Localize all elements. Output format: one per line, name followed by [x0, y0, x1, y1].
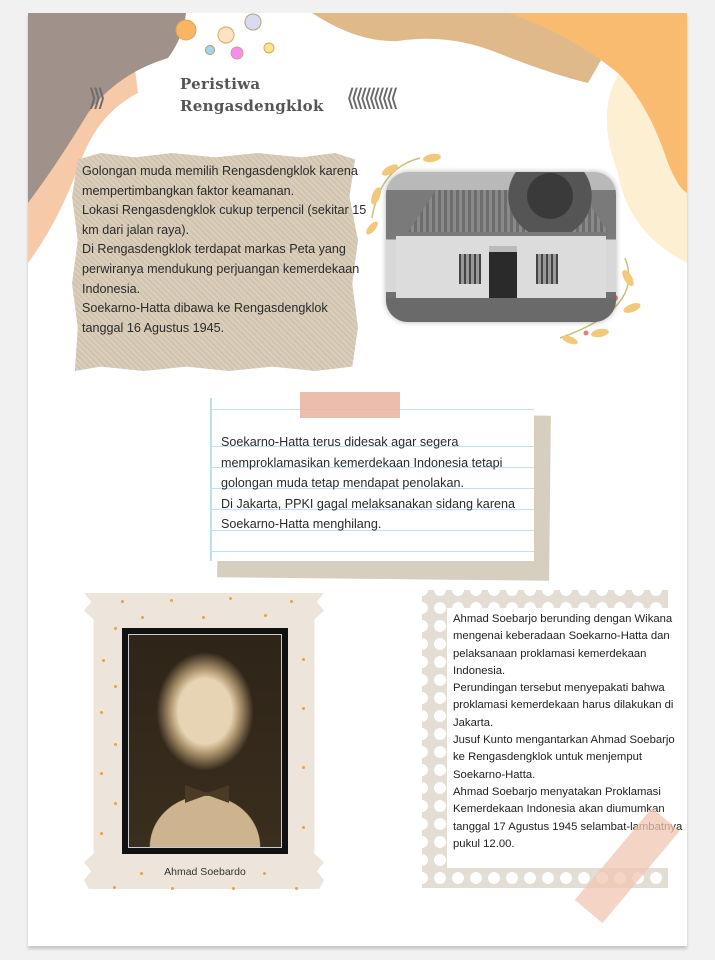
title-line-1: Peristiwa [180, 75, 261, 93]
section1-line: Soekarno-Hatta dibawa ke Rengasdengklok tanggal 16 Agustus 1945. [82, 301, 328, 335]
right-chevrons-decoration: ⟨⟨⟨⟨⟨⟨⟨⟨⟨⟨⟨ [346, 84, 394, 112]
left-chevrons-decoration: ⟩⟩⟩ [88, 84, 102, 112]
decorative-circles [28, 13, 288, 73]
section1-text [82, 162, 372, 338]
section2-text [221, 432, 531, 535]
section1-line: Di Rengasdengklok terdapat markas Peta yang perwiranya mendukung perjuangan kemerdekaan Indonesia. [82, 242, 360, 296]
ahmad-soebarjo-portrait [122, 628, 288, 854]
section2-line: Di Jakarta, PPKI gagal melaksanakan sidang karena Soekarno-Hatta menghilang. [221, 496, 516, 532]
section3-line: Jusuf Kunto mengantarkan Ahmad Soebarjo ke Rengasdengklok untuk menjemput Soekarno-Hatta. [453, 734, 675, 781]
page-title [180, 73, 324, 117]
rengasdengklok-house-photo [386, 172, 616, 322]
section3-line: Ahmad Soebarjo menyatakan Proklamasi Kemerdekaan Indonesia akan diumumkan tanggal 17 Agustus 1945 selambat-lambatnya pukul 12.00. [453, 785, 683, 850]
washi-tape [300, 392, 400, 418]
title-line-2: Rengasdengklok [180, 97, 324, 115]
section1-line: Golongan muda memilih Rengasdengklok karena mempertimbangkan faktor keamanan. [82, 164, 358, 198]
portrait-caption: Ahmad Soebardo [164, 866, 246, 878]
section3-line: Ahmad Soebarjo berunding dengan Wikana mengenai keberadaan Soekarno-Hatta dan pelaksanaan proklamasi kemerdekaan Indonesia. [453, 613, 673, 677]
section1-line: Lokasi Rengasdengklok cukup terpencil (sekitar 15 km dari jalan raya). [82, 203, 367, 237]
section2-line: Soekarno-Hatta terus didesak agar segera memproklamasikan kemerdekaan Indonesia tetapi golongan muda tetap mendapat penolakan. [221, 435, 503, 491]
section3-line: Perundingan tersebut menyepakati bahwa proklamasi kemerdekaan harus dilakukan di Jakarta. [453, 682, 674, 729]
